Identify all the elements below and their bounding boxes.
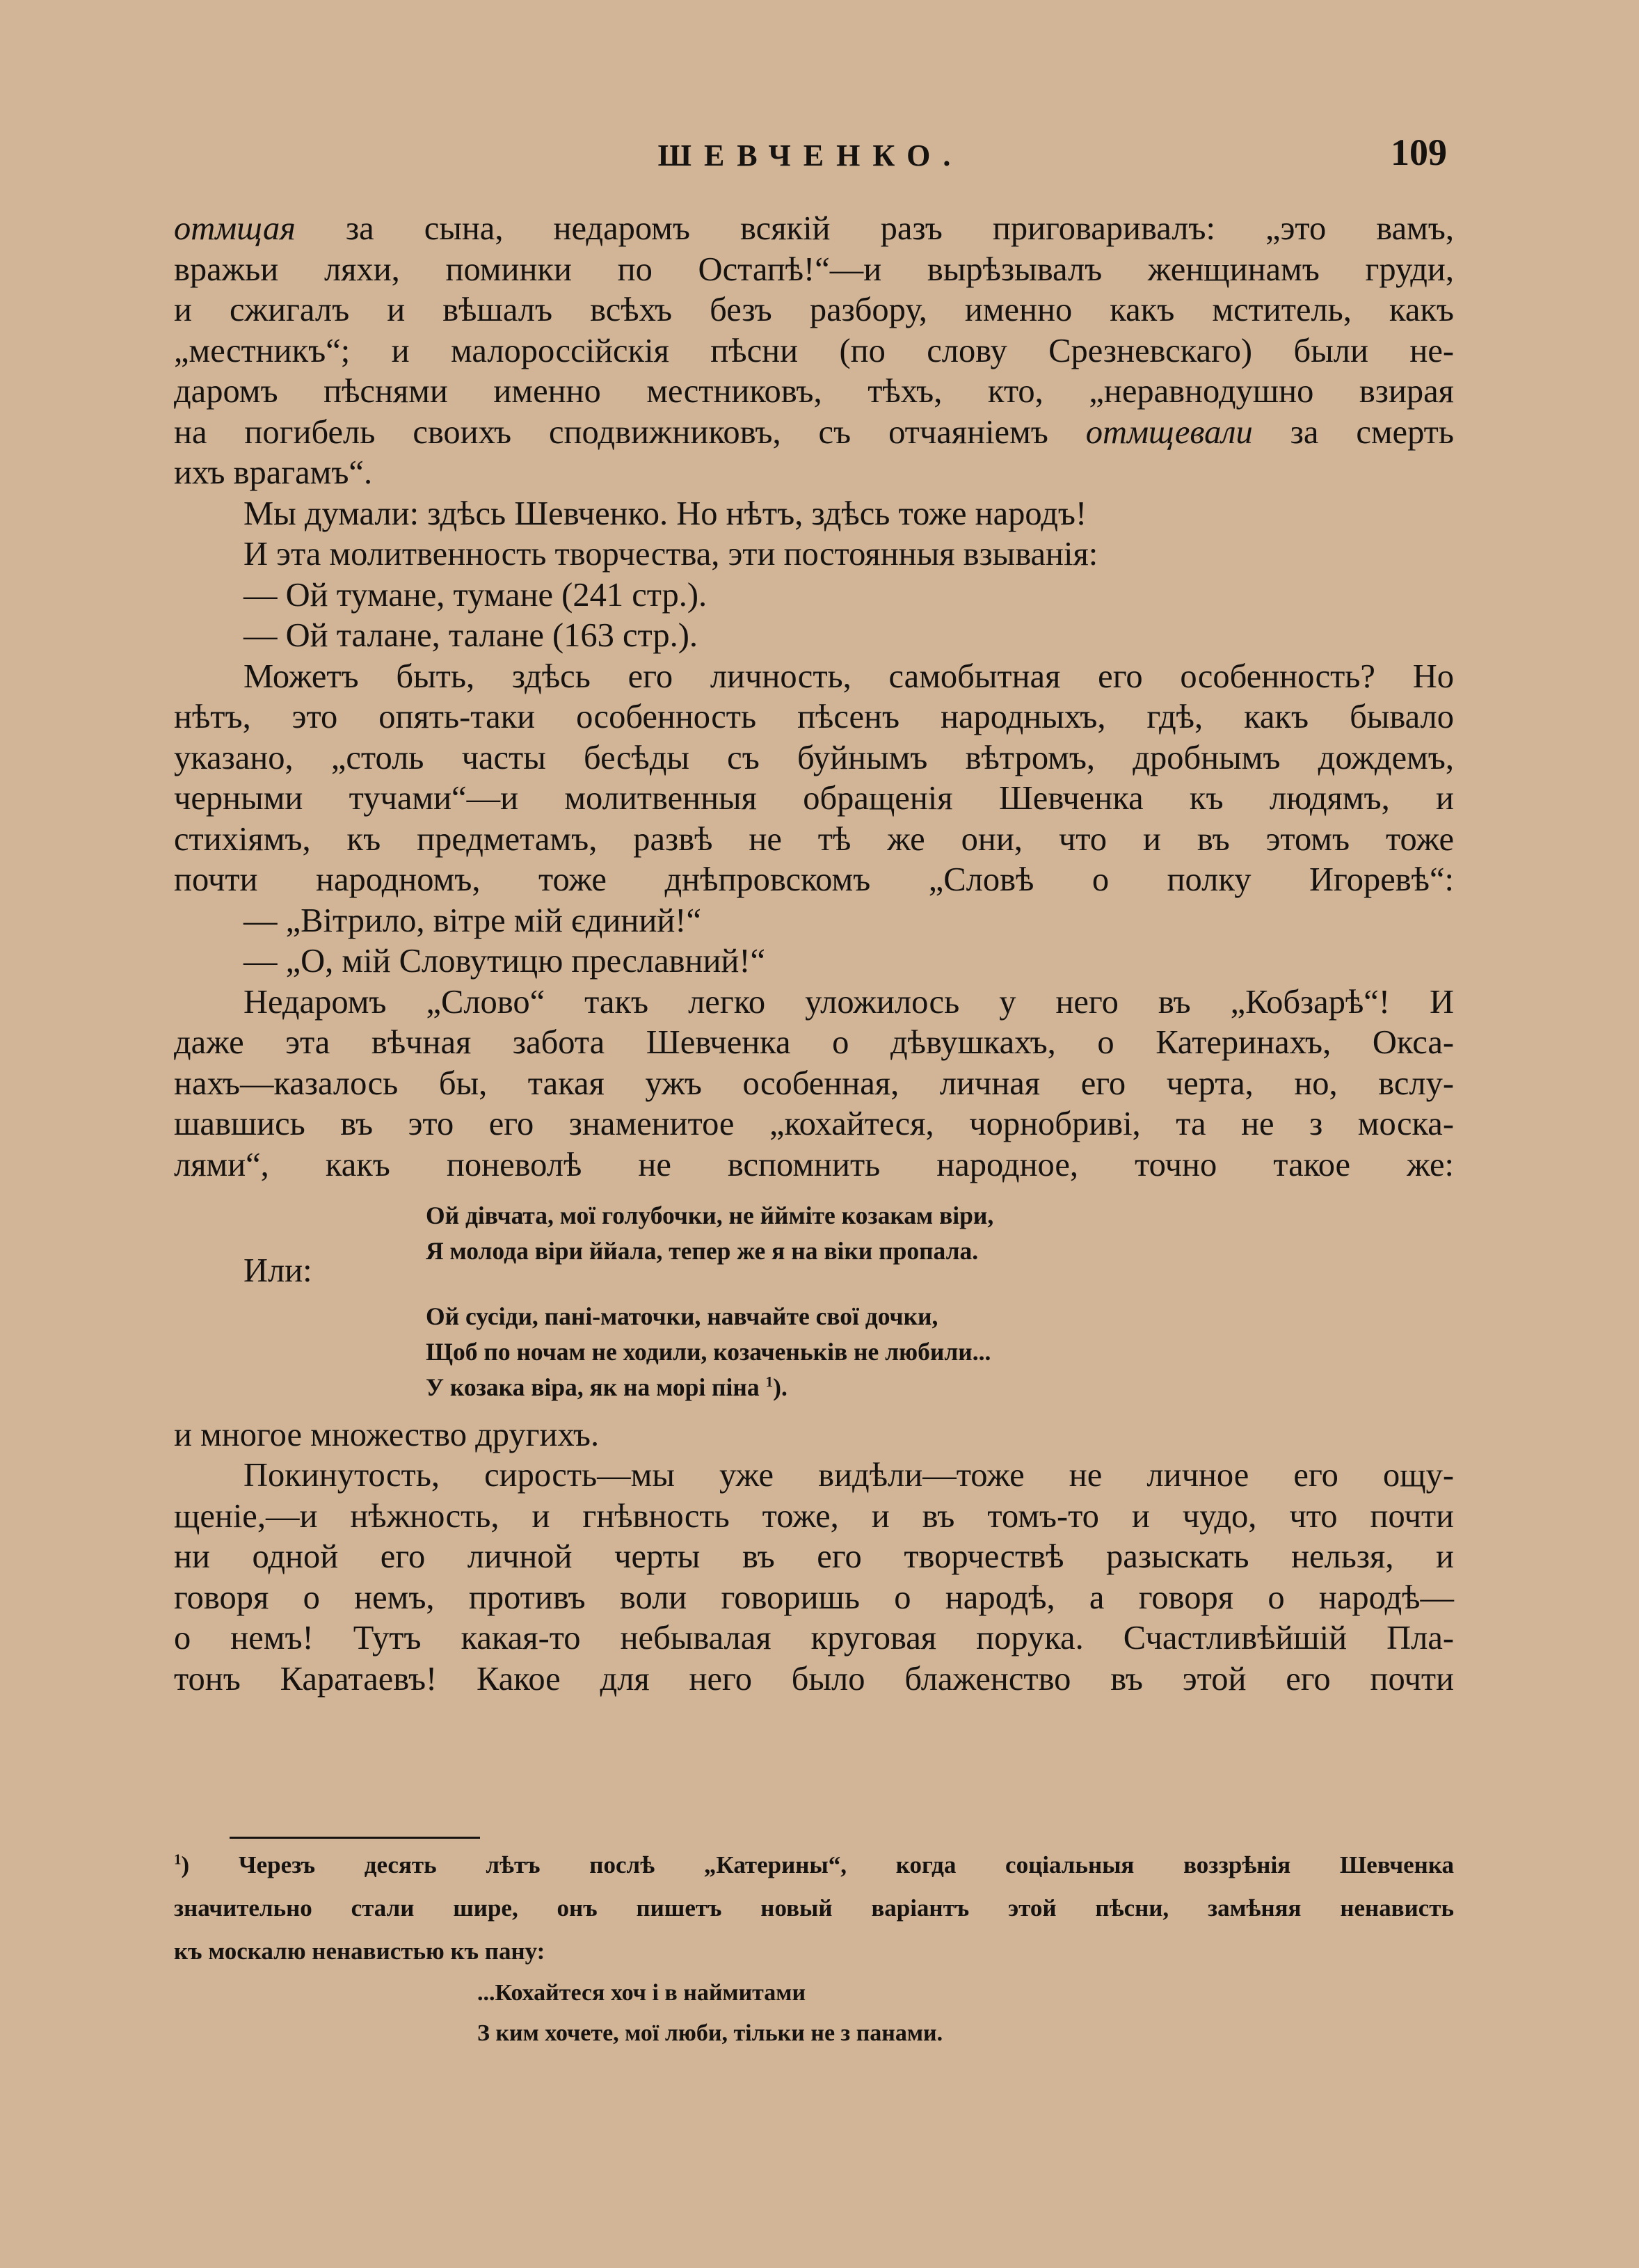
text-line: вражьи ляхи, поминки по Остапѣ!“—и вырѣзывалъ женщинамъ груди, (174, 250, 1454, 288)
text-line: черными тучами“—и молитвенныя обращенія Шевченка къ людямъ, и (174, 780, 1454, 817)
text-line: щеніе,—и нѣжность, и гнѣвность тоже, и въ томъ-то и чудо, что почти (174, 1497, 1454, 1535)
main-text (174, 209, 1454, 1700)
paragraph-2: Мы думали: здѣсь Шевченко. Но нѣтъ, здѣсь тоже народъ! (243, 495, 1087, 532)
footnote-ref[interactable]: 1 (765, 1373, 774, 1390)
quote-line: — Ой тумане, тумане (241 стр.). (243, 576, 707, 614)
text-line: ни одной его личной черты въ его творчествѣ разыскать нельзя, и (174, 1538, 1454, 1575)
quote-line: — „Вітрило, вітре мій єдиний!“ (243, 902, 701, 939)
text-line: отмщая за сына, недаромъ всякій разъ приговаривалъ: „это вамъ, (174, 210, 1454, 247)
text-line: на погибель своихъ сподвижниковъ, съ отчаяніемъ отмщевали за смерть (174, 413, 1454, 451)
verse-line: З ким хочете, мої люби, тільки не з панами. (477, 2020, 943, 2046)
text-line: нахъ—казалось бы, такая ужъ особенная, личная его черта, но, вслу- (174, 1064, 1454, 1102)
text-line: стихіямъ, къ предметамъ, развѣ не тѣ же они, что и въ этомъ тоже (174, 820, 1454, 858)
page-number: 109 (1391, 131, 1447, 173)
text-line: указано, „столь часты бесѣды съ буйнымъ вѣтромъ, дробнымъ дождемъ, (174, 739, 1454, 776)
text-line: тонъ Каратаевъ! Какое для него было блаженство въ этой его почти (174, 1660, 1454, 1698)
text-line: лями“, какъ поневолѣ не вспомнить народное, точно такое же: (174, 1146, 1454, 1183)
or-label: Или: (243, 1252, 312, 1289)
text-line: говоря о немъ, противъ воли говоришь о народѣ, а говоря о народѣ— (174, 1579, 1454, 1616)
text-line: даромъ пѣснями именно местниковъ, тѣхъ, кто, „неравнодушно взирая (174, 373, 1454, 410)
footnote-line: $^1$) Черезъ десять лѣтъ послѣ „Катерины“, когда соціальныя воззрѣнія Шевченка (174, 1851, 1454, 1878)
verse-line: У козака віра, як на морі піна $^1$). (426, 1373, 787, 1401)
verse-line: Я молода віри ййала, тепер же я на віки пропала. (426, 1237, 979, 1265)
text-line: Можетъ быть, здѣсь его личность, самобытная его особенность? Но (243, 657, 1454, 695)
footnote (174, 1844, 1454, 2054)
verse-line: ...Кохайтеся хоч і в наймитами (477, 1980, 806, 2006)
paragraph-9 (174, 982, 1454, 1186)
verse-line: Ой сусіди, пані-маточки, навчайте свої дочки, (426, 1302, 938, 1330)
text-line: ихъ врагамъ“. (174, 454, 373, 491)
text-line: о немъ! Тутъ какая-то небывалая круговая порука. Счастливѣйшій Пла- (174, 1620, 1454, 1656)
text-line: Недаромъ „Слово“ такъ легко уложилось у него въ „Кобзарѣ“! И (243, 983, 1454, 1021)
text-line: шавшись въ это его знаменитое „кохайтеся, чорнобриві, та не з моска- (174, 1105, 1454, 1142)
footnote-verse (174, 1973, 1454, 2054)
paragraph-1 (174, 209, 1454, 494)
verse-line: Ой дівчата, мої голубочки, не ййміте козакам віри, (426, 1201, 994, 1229)
quote-line: — „О, мій Словутицю преславний!“ (243, 943, 766, 980)
paragraph-10: и многое множество другихъ. (174, 1416, 600, 1453)
running-head: ШЕВЧЕНКО. (657, 138, 964, 173)
text-line: и сжигалъ и вѣшалъ всѣхъ безъ разбору, именно какъ мститель, какъ (174, 292, 1454, 328)
text-line: „местникъ“; и малороссійскія пѣсни (по слову Срезневскаго) были не- (174, 332, 1454, 369)
text-line: почти народномъ, тоже днѣпровскомъ „Словѣ о полку Игоревѣ“: (174, 861, 1454, 898)
quote-line: — Ой талане, талане (163 стр.). (243, 617, 698, 654)
verse-line: Щоб по ночам не ходили, козаченьків не любили... (426, 1337, 991, 1366)
text-line: нѣтъ, это опять-таки особенность пѣсенъ народныхъ, гдѣ, какъ бывало (174, 698, 1454, 735)
folk-song-verse-2 (174, 1299, 1454, 1405)
footnote-line: къ москалю ненавистью къ пану: (174, 1938, 545, 1965)
footnote-line: значительно стали шире, онъ пишетъ новый варіантъ этой пѣсни, замѣняя ненависть (174, 1894, 1454, 1922)
page-header (174, 131, 1447, 186)
paragraph-3: И эта молитвенность творчества, эти постоянныя взыванія: (243, 536, 1098, 573)
paragraph-6 (174, 657, 1454, 901)
footnote-divider (230, 1837, 480, 1839)
footnote-mark: 1 (174, 1851, 182, 1868)
text-line: даже эта вѣчная забота Шевченка о дѣвушкахъ, о Катеринахъ, Окса- (174, 1024, 1454, 1061)
paragraph-11 (174, 1455, 1454, 1700)
text-line: Покинутость, сирость—мы уже видѣли—тоже не личное его ощу- (243, 1457, 1454, 1494)
